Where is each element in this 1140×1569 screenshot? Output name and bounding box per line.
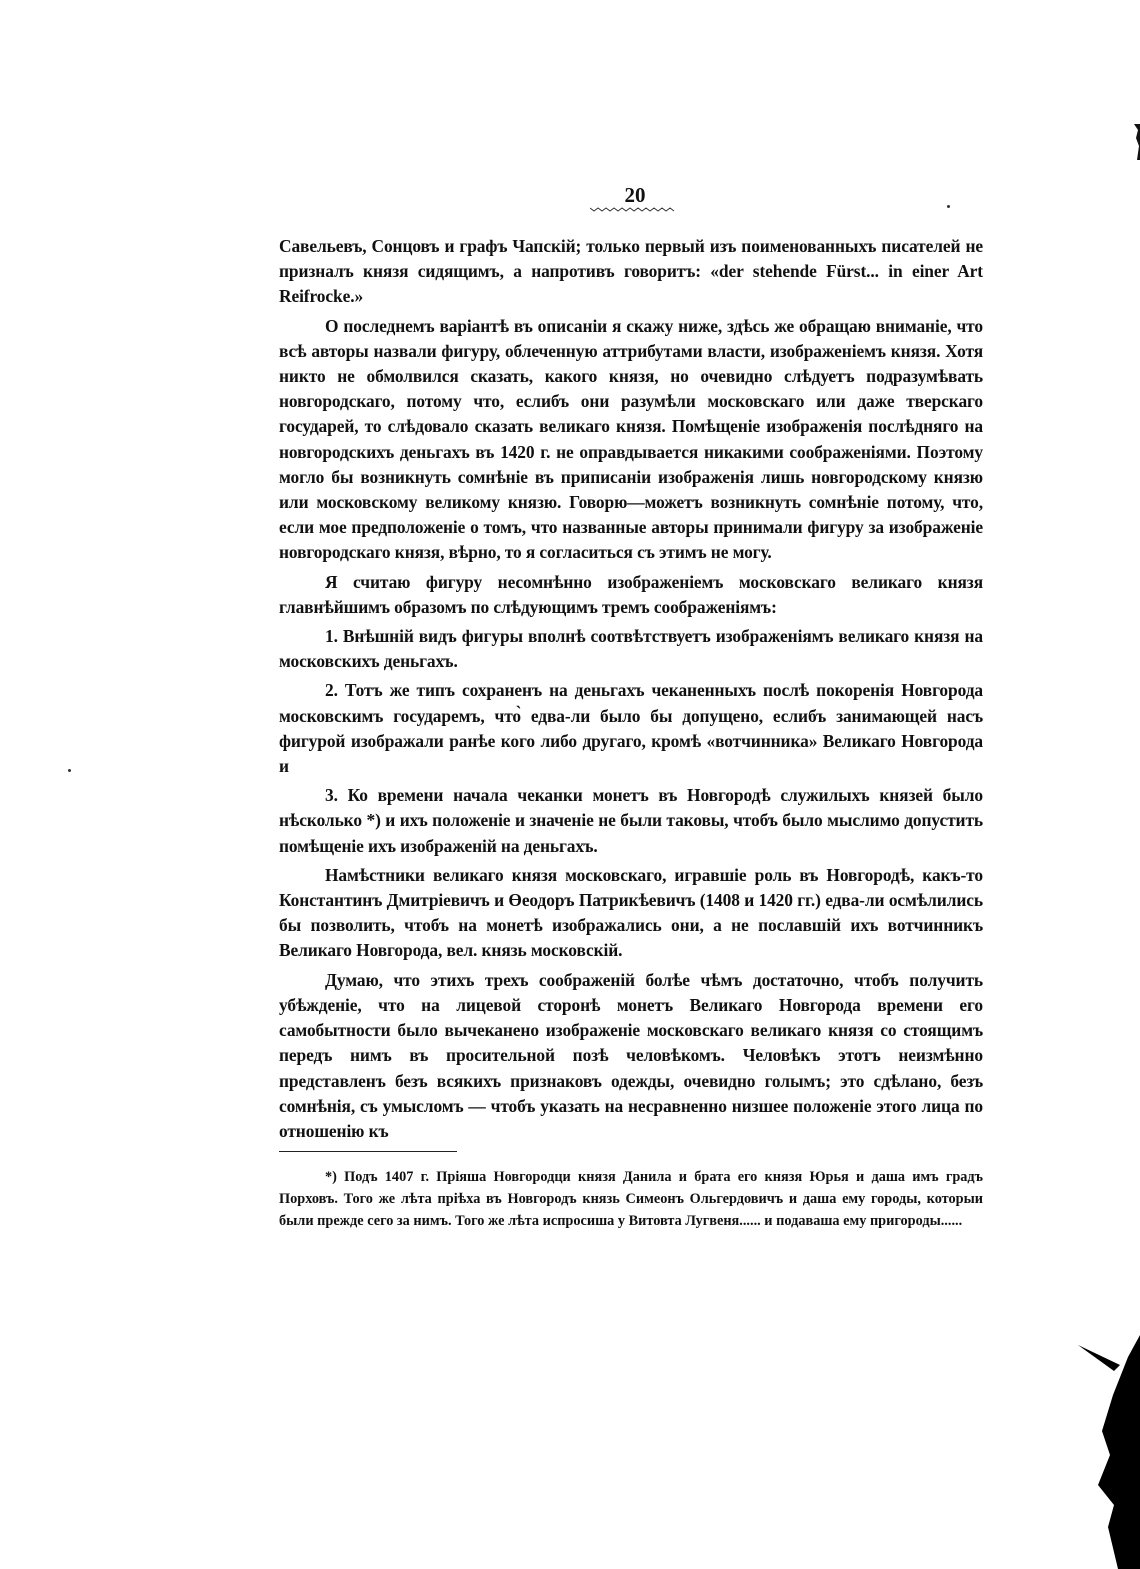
paragraph: О последнемъ варіантѣ въ описаніи я скажу ниже, здѣсь же обращаю вниманіе, что всѣ авторы назвали фигуру, облеченную аттрибутами власти, изображеніемъ князя. Хотя никто не обмолвился сказать, какого князя, но очевидно слѣдуетъ подразумѣвать новгородскаго, потому что, еслибъ они разумѣли московскаго или даже тверскаго государей, то слѣдовало сказать великаго князя. Помѣщеніе изображенія послѣдняго на новгородскихъ деньгахъ въ 1420 г. не оправдывается никакими соображеніями. Поэтому могло бы возникнуть сомнѣніе въ приписаніи изображенія лишь новгородскому князю или московскому великому князю. Говорю—можетъ возникнуть сомнѣніе потому, что, если мое предположеніе о томъ, что названные авторы принимали фигуру за изображеніе новгородскаго князя, вѣрно, то я согласиться съ этимъ не могу. [279, 315, 983, 563]
scan-speck [947, 205, 950, 208]
list-item: 3. Ко времени начала чеканки монетъ въ Новгородѣ служилыхъ князей было нѣсколько *) и ихъ положеніе и значеніе не были таковы, чтобъ было мыслимо допустить помѣщеніе ихъ изображеній на деньгахъ. [279, 785, 983, 856]
scan-speck [68, 769, 71, 772]
list-item: 1. Внѣшній видъ фигуры вполнѣ соотвѣтствуетъ изображеніямъ великаго князя на московскихъ деньгахъ. [279, 626, 983, 672]
main-text [279, 234, 983, 1148]
paragraph: Намѣстники великаго князя московскаго, игравшіе роль въ Новгородѣ, какъ-то Константинъ Дмитріевичъ и Өеодоръ Патрикѣевичъ (1408 и 1420 гг.) едва-ли осмѣлились бы позволить, чтобъ на монетѣ изображались они, а не пославшій ихъ вотчинникъ Великаго Новгорода, вел. князь московскій. [279, 864, 983, 961]
scan-edge-shadow [1018, 1335, 1140, 1569]
paragraph: Я считаю фигуру несомнѣнно изображеніемъ московскаго великаго князя главнѣйшимъ образомъ по слѣдующимъ тремъ соображеніямъ: [279, 571, 983, 617]
page-number-ornament [590, 206, 676, 212]
footnote: *) Подъ 1407 г. Пріяша Новгородци князя Данила и брата его князя Юрья и даша имъ градъ Порховъ. Того же лѣта пріѣха въ Новгородъ князь Симеонъ Ольгердовичъ и даша ему городы, которыи были прежде сего за нимъ. Того же лѣта испросиша у Витовта Лугвеня...... и подаваша ему пригороды...... [279, 1169, 983, 1229]
paragraph: Думаю, что этихъ трехъ соображеній болѣе чѣмъ достаточно, чтобъ получить убѣжденіе, что на лицевой сторонѣ монетъ Великаго Новгорода времени его самобытности было вычеканено изображеніе московскаго великаго князя со стоящимъ передъ нимъ въ просительной позѣ человѣкомъ. Человѣкъ этотъ неизмѣнно представленъ безъ всякихъ признаковъ одежды, очевидно голымъ; это сдѣлано, безъ сомнѣнія, съ умысломъ — чтобъ указать на несравненно низшее положеніе этого лица по отношенію къ [279, 969, 983, 1141]
paragraph: Савельевъ, Сонцовъ и графъ Чапскій; только первый изъ поименованныхъ писателей не призналъ князя сидящимъ, а напротивъ говоритъ: «der stehende Fürst... in einer Art Reifrocke.» [279, 236, 983, 307]
footnote-separator [279, 1151, 457, 1152]
page-number: 20 [624, 183, 646, 207]
list-item: 2. Тотъ же типъ сохраненъ на деньгахъ чеканенныхъ послѣ покоренія Новгорода московскимъ государемъ, что̀ едва-ли было бы допущено, еслибъ занимающей насъ фигурой изображали ранѣе кого либо другаго, кромѣ «вотчинника» Великаго Новгорода и [279, 680, 983, 777]
scan-edge-mark [1124, 124, 1140, 160]
